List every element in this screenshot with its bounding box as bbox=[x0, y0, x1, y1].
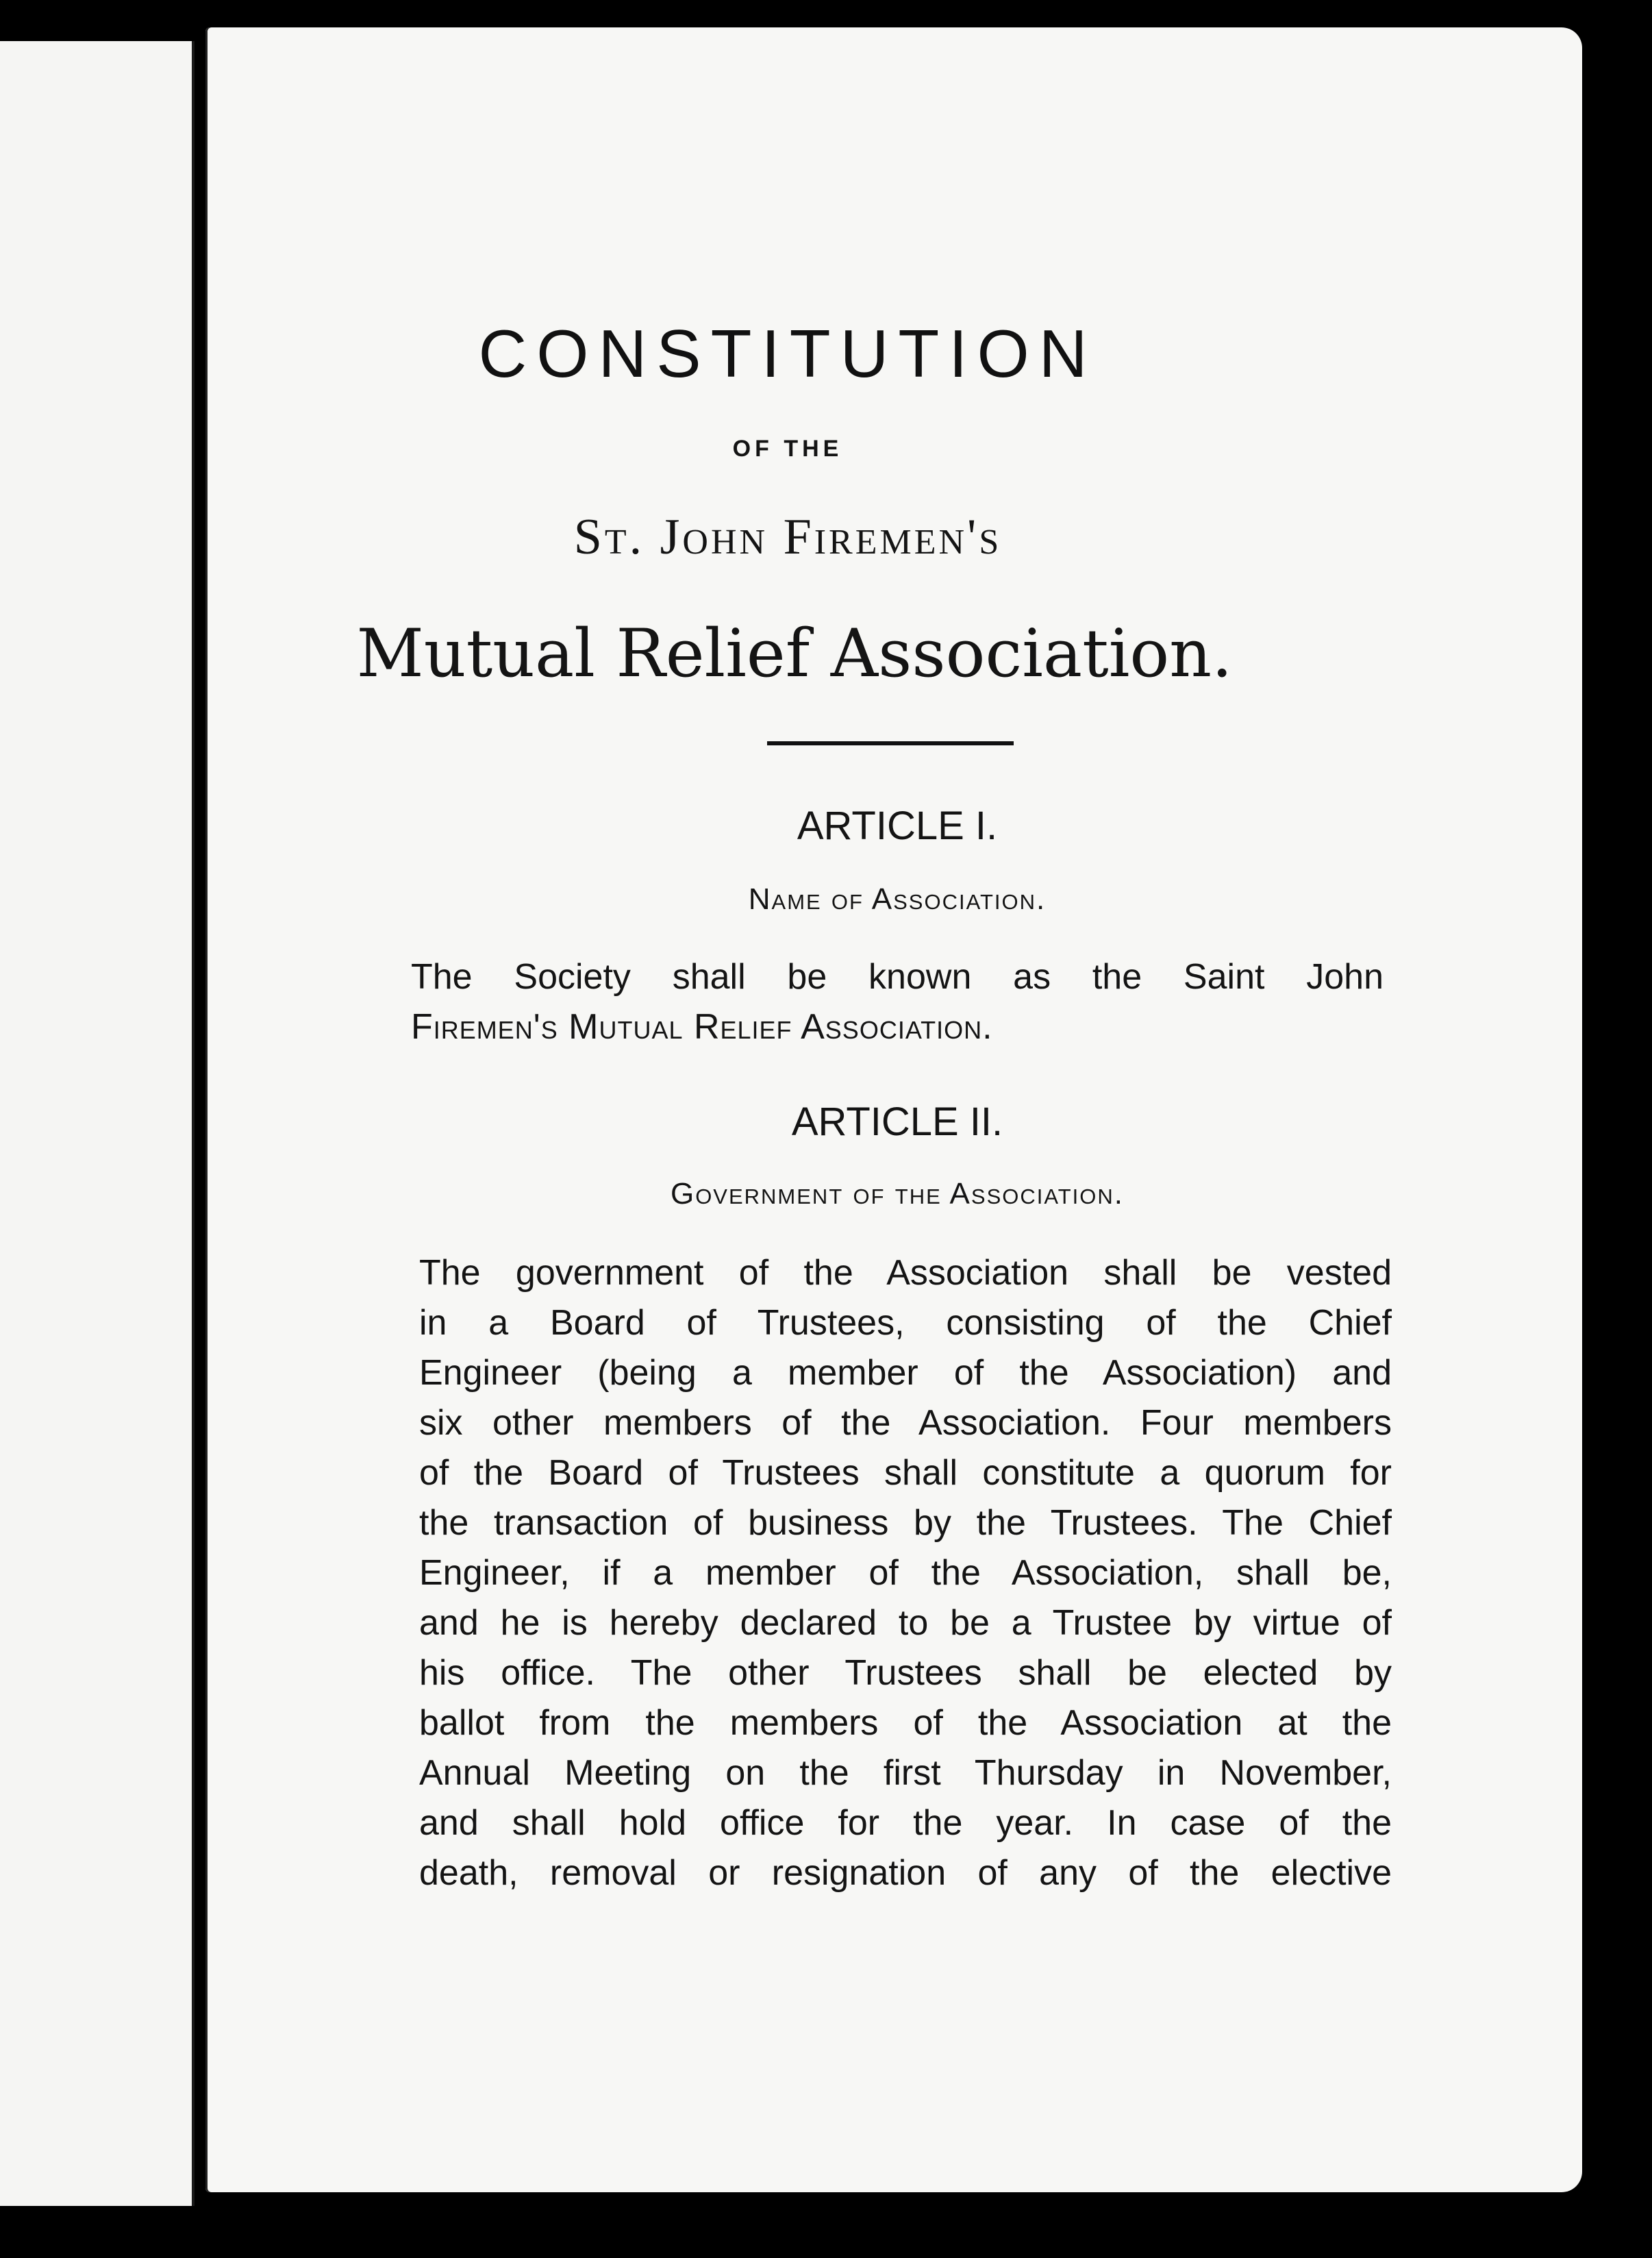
article-2-line-7: Engineer, if a member of the Association, shall be, bbox=[419, 1553, 1392, 1593]
left-page-edge bbox=[0, 41, 195, 2206]
article-1-line-1: The Society shall be known as the Saint John bbox=[411, 957, 1384, 997]
article-2-line-3: Engineer (being a member of the Association) and bbox=[419, 1353, 1392, 1393]
article-2-line-2: in a Board of Trustees, consisting of the Chief bbox=[419, 1303, 1392, 1343]
article-2-text bbox=[419, 1248, 1392, 1898]
article-1-line-2: Firemen's Mutual Relief Association. bbox=[411, 1007, 993, 1047]
association-name: Mutual Relief Association. bbox=[356, 615, 1233, 692]
document-title: CONSTITUTION bbox=[478, 316, 1097, 391]
article-1-text-continued bbox=[411, 1002, 1123, 1052]
article-2-line-6: the transaction of business by the Trustees. The Chief bbox=[419, 1503, 1392, 1543]
article-1-text bbox=[411, 952, 1384, 1002]
document-subtitle: St. John Firemen's bbox=[573, 509, 1002, 565]
article-2-line-4: six other members of the Association. Four members bbox=[419, 1403, 1392, 1443]
article-2-line-12: and shall hold office for the year. In case of the bbox=[419, 1803, 1392, 1843]
article-2-line-10: ballot from the members of the Association at the bbox=[419, 1703, 1392, 1743]
title-divider bbox=[767, 741, 1014, 745]
article-2-subheading: Government of the Association. bbox=[670, 1177, 1125, 1211]
article-1-subheading: Name of Association. bbox=[748, 882, 1047, 916]
of-the-label: OF THE bbox=[732, 436, 843, 462]
article-2-line-5: of the Board of Trustees shall constitute a quorum for bbox=[419, 1453, 1392, 1493]
article-2-heading: ARTICLE II. bbox=[791, 1100, 1003, 1144]
article-2-line-8: and he is hereby declared to be a Trustee by virtue of bbox=[419, 1603, 1392, 1643]
article-2-line-11: Annual Meeting on the first Thursday in November, bbox=[419, 1753, 1392, 1793]
article-2-line-9: his office. The other Trustees shall be elected by bbox=[419, 1653, 1392, 1693]
article-1-heading: ARTICLE I. bbox=[797, 804, 998, 848]
article-2-line-13: death, removal or resignation of any of the elective bbox=[419, 1853, 1392, 1893]
article-2-line-1: The government of the Association shall be vested bbox=[419, 1253, 1392, 1293]
